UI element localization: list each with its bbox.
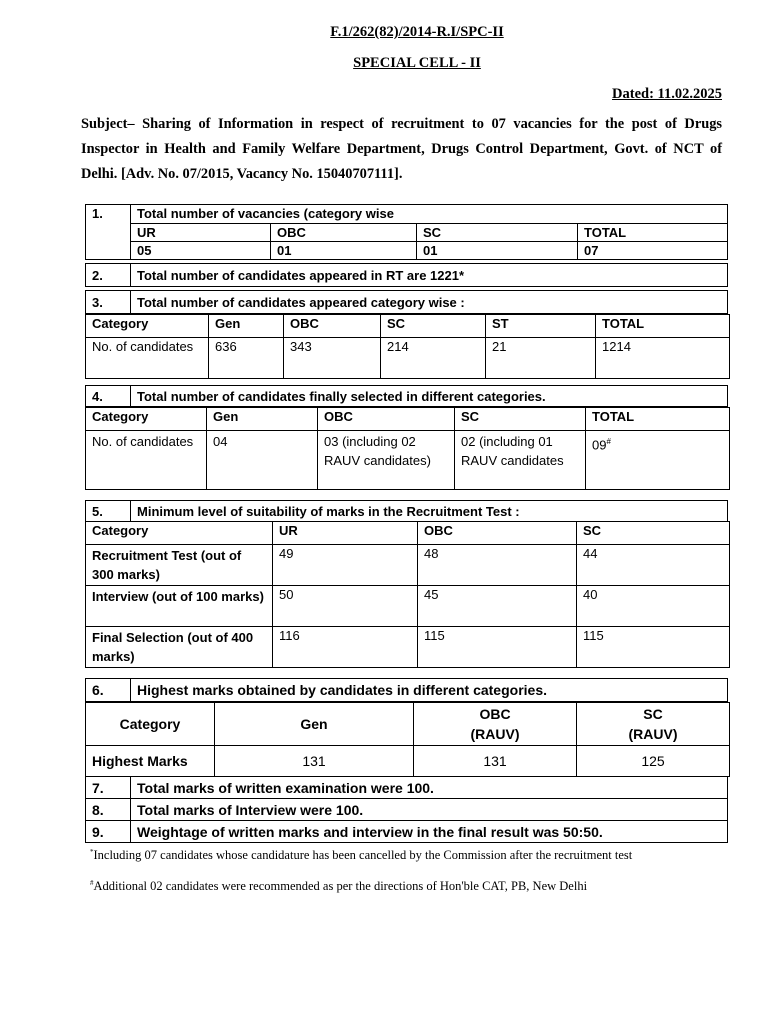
selected-obc: 03 (including 02 RAUV candidates): [318, 431, 455, 490]
highest-sc: 125: [577, 746, 730, 777]
section-1-title: Total number of vacancies (category wise: [131, 205, 728, 224]
section-5-number: 5.: [86, 501, 131, 522]
candidates-sc: 214: [381, 338, 486, 379]
marks-header-ur: UR: [273, 522, 418, 545]
section-7-title: Total marks of written examination were 100.: [131, 777, 728, 799]
vacancy-value-ur: 05: [131, 242, 271, 260]
section-5-title-table: [85, 500, 728, 522]
selected-header-obc: OBC: [318, 408, 455, 431]
highest-header-obc-line2: (RAUV): [470, 726, 520, 742]
vacancy-header-ur: UR: [131, 224, 271, 242]
section-7-number: 7.: [86, 777, 131, 799]
section-4-title-table: [85, 385, 728, 407]
sections-7-9-table: [85, 776, 728, 843]
selected-sc: 02 (including 01 RAUV candidates: [455, 431, 586, 490]
highest-header-obc: [414, 703, 577, 746]
footnote-hash-text: Additional 02 candidates were recommended as per the directions of Hon'ble CAT, PB, New Delhi: [93, 879, 588, 894]
candidates-header-category: Category: [86, 315, 209, 338]
vacancy-value-sc: 01: [417, 242, 578, 260]
marks-header-category: Category: [86, 522, 273, 545]
highest-header-sc-line1: SC: [643, 706, 663, 722]
section-9-number: 9.: [86, 821, 131, 843]
subject-paragraph: Subject– Sharing of Information in respect of recruitment to 07 vacancies for the post of Drugs Inspector in Health and Family Welfare Department, Drugs Control Department, Govt. of NCT of Delhi. [Adv. No. 07/2015, Vacancy No. 15040707111].: [81, 116, 722, 182]
selected-header-total: TOTAL: [586, 408, 730, 431]
highest-header-sc-line2: (RAUV): [628, 726, 678, 742]
selected-header-category: Category: [86, 408, 207, 431]
marks-interview-obc: 45: [418, 586, 577, 627]
candidates-st: 21: [486, 338, 596, 379]
section-8-number: 8.: [86, 799, 131, 821]
section-3-table: [85, 314, 730, 379]
section-5-title: Minimum level of suitability of marks in the Recruitment Test :: [131, 501, 728, 522]
marks-final-ur: 116: [273, 627, 418, 668]
highest-header-sc: [577, 703, 730, 746]
cell-title: SPECIAL CELL - II: [353, 55, 481, 71]
candidates-header-sc: SC: [381, 315, 486, 338]
highest-row-label: Highest Marks: [86, 746, 215, 777]
candidates-header-st: ST: [486, 315, 596, 338]
selected-total: [586, 431, 730, 490]
section-8-title: Total marks of Interview were 100.: [131, 799, 728, 821]
marks-final-obc: 115: [418, 627, 577, 668]
selected-header-sc: SC: [455, 408, 586, 431]
highest-header-category: Category: [86, 703, 215, 746]
marks-row-interview-label: Interview (out of 100 marks): [86, 586, 273, 627]
section-3-title-table: [85, 290, 728, 314]
highest-header-obc-line1: OBC: [479, 706, 511, 722]
candidates-header-obc: OBC: [284, 315, 381, 338]
section-1-number: 1.: [86, 205, 131, 260]
candidates-header-gen: Gen: [209, 315, 284, 338]
footnote-hash: [90, 875, 670, 895]
hash-mark: #: [606, 437, 611, 446]
vacancy-header-total: TOTAL: [578, 224, 728, 242]
section-2-number: 2.: [86, 264, 131, 287]
marks-interview-ur: 50: [273, 586, 418, 627]
section-6-table: [85, 702, 730, 777]
highest-header-gen: Gen: [215, 703, 414, 746]
section-3-number: 3.: [86, 291, 131, 314]
section-4-number: 4.: [86, 386, 131, 407]
selected-total-value: 09: [592, 437, 607, 453]
vacancy-value-total: 07: [578, 242, 728, 260]
section-6-number: 6.: [86, 679, 131, 702]
section-4-title: Total number of candidates finally selected in different categories.: [131, 386, 728, 407]
footnote-star-text: Including 07 candidates whose candidature has been cancelled by the Commission after the recruitment test: [93, 848, 633, 863]
footnote-star: [90, 845, 680, 862]
marks-row-final-label: Final Selection (out of 400 marks): [86, 627, 273, 668]
marks-rt-obc: 48: [418, 545, 577, 586]
section-6-title: Highest marks obtained by candidates in different categories.: [131, 679, 728, 702]
section-3-title: Total number of candidates appeared category wise :: [131, 291, 728, 314]
vacancy-value-obc: 01: [271, 242, 417, 260]
marks-final-sc: 115: [577, 627, 730, 668]
selected-gen: 04: [207, 431, 318, 490]
footnote-hash-mark: #: [90, 879, 94, 887]
marks-rt-ur: 49: [273, 545, 418, 586]
section-4-table: [85, 407, 730, 490]
section-2-table: [85, 263, 728, 287]
marks-interview-sc: 40: [577, 586, 730, 627]
footnote-star-mark: *: [90, 848, 94, 856]
candidates-row-label: No. of candidates: [86, 338, 209, 379]
marks-header-sc: SC: [577, 522, 730, 545]
selected-header-gen: Gen: [207, 408, 318, 431]
candidates-gen: 636: [209, 338, 284, 379]
marks-header-obc: OBC: [418, 522, 577, 545]
candidates-total: 1214: [596, 338, 730, 379]
candidates-header-total: TOTAL: [596, 315, 730, 338]
vacancy-header-obc: OBC: [271, 224, 417, 242]
date-line: Dated: 11.02.2025: [612, 86, 722, 102]
section-1-table: [85, 204, 728, 260]
highest-obc: 131: [414, 746, 577, 777]
candidates-obc: 343: [284, 338, 381, 379]
section-5-table: [85, 521, 730, 668]
marks-rt-sc: 44: [577, 545, 730, 586]
section-6-title-table: [85, 678, 728, 702]
vacancy-header-sc: SC: [417, 224, 578, 242]
highest-gen: 131: [215, 746, 414, 777]
file-number: F.1/262(82)/2014-R.I/SPC-II: [330, 24, 504, 40]
selected-row-label: No. of candidates: [86, 431, 207, 490]
marks-row-rt-label: Recruitment Test (out of 300 marks): [86, 545, 273, 586]
section-9-title: Weightage of written marks and interview in the final result was 50:50.: [131, 821, 728, 843]
section-2-title: Total number of candidates appeared in RT are 1221*: [131, 264, 728, 287]
